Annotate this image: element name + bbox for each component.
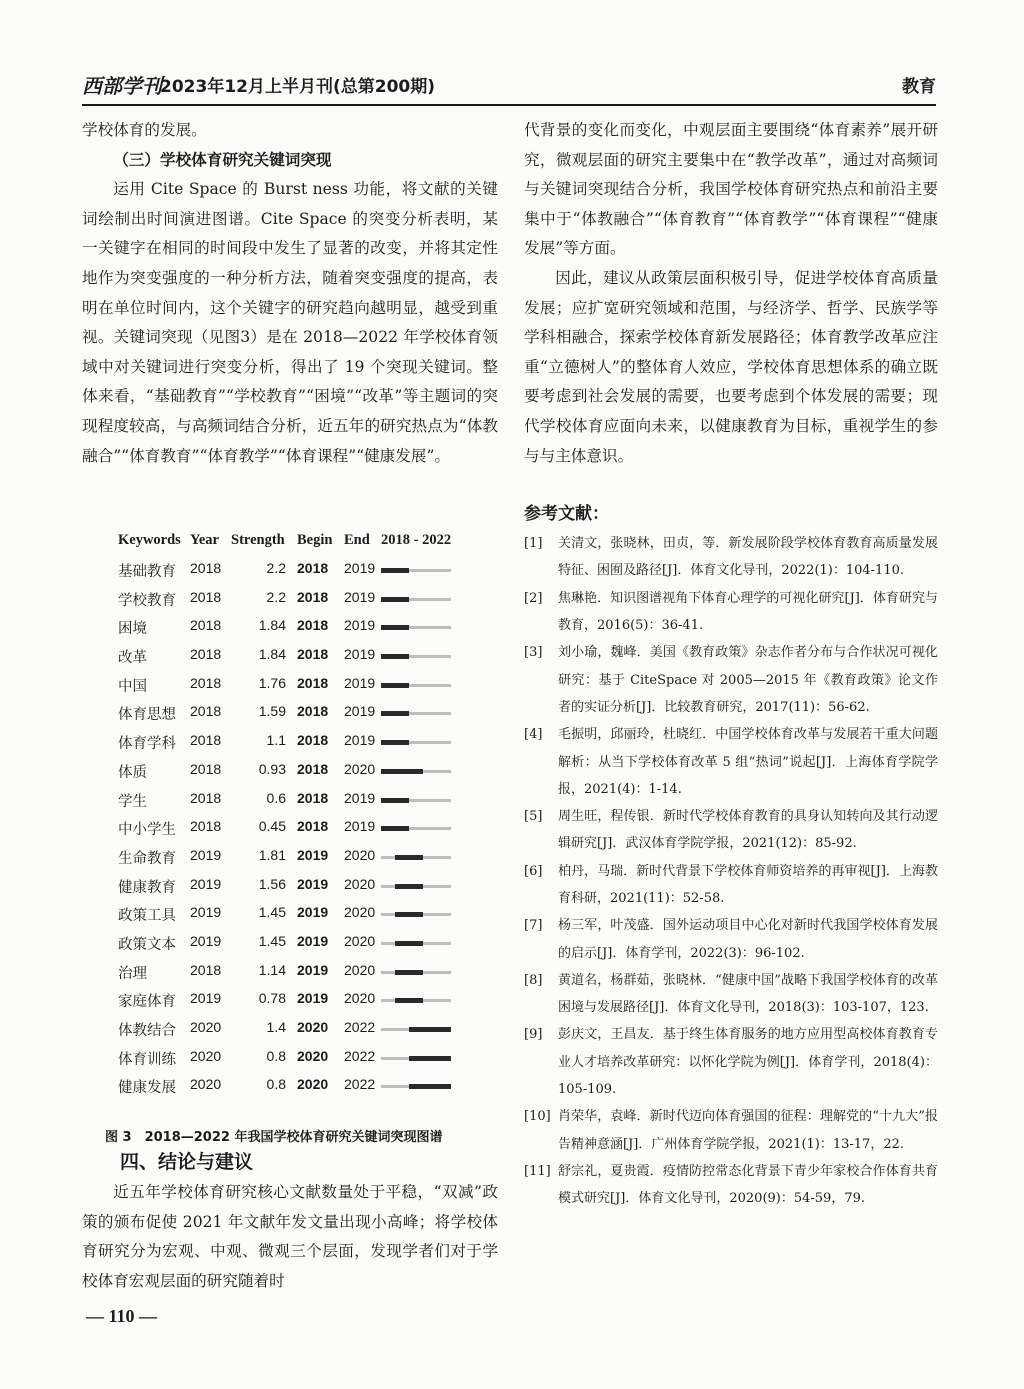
keyword-cell: 健康发展 bbox=[118, 1080, 176, 1097]
begin-cell: 2019 bbox=[297, 875, 329, 892]
strength-cell: 1.84 bbox=[258, 617, 286, 634]
section-name: 教育 bbox=[902, 77, 936, 97]
reference-number: [3] bbox=[524, 645, 543, 661]
keyword-cell: 体育训练 bbox=[118, 1051, 176, 1068]
burst-header-row bbox=[118, 530, 468, 556]
end-cell: 2020 bbox=[344, 875, 376, 892]
keyword-cell: 中小学生 bbox=[118, 822, 176, 839]
strength-cell: 1.1 bbox=[266, 732, 286, 749]
year-cell: 2018 bbox=[190, 961, 222, 978]
burst-row bbox=[118, 1015, 468, 1044]
subsection-heading: （三）学校体育研究关键词突现 bbox=[113, 150, 332, 169]
burst-segment bbox=[381, 711, 409, 716]
end-cell: 2020 bbox=[344, 760, 376, 777]
year-cell: 2019 bbox=[190, 932, 222, 949]
begin-cell: 2018 bbox=[297, 789, 329, 806]
reference-text: 杨三军，叶茂盛．国外运动项目中心化对新时代我国学校体育发展的启示[J]．体育学刊，2022(3)：96-102. bbox=[558, 918, 938, 961]
keyword-cell: 体育学科 bbox=[118, 736, 176, 753]
end-cell: 2020 bbox=[344, 932, 376, 949]
burst-timeline-bar bbox=[381, 856, 451, 859]
begin-cell: 2018 bbox=[297, 674, 329, 691]
reference-text: 彭庆文，王昌友．基于终生体育服务的地方应用型高校体育教育专业人才培养改革研究：以怀化学院为例[J]．体育学刊，2018(4)：105-109. bbox=[558, 1027, 938, 1098]
burst-row bbox=[118, 699, 468, 728]
begin-cell: 2018 bbox=[297, 646, 329, 663]
year-cell: 2019 bbox=[190, 990, 222, 1007]
begin-cell: 2019 bbox=[297, 990, 329, 1007]
burst-segment bbox=[381, 568, 409, 573]
burst-segment bbox=[395, 970, 423, 975]
burst-timeline-bar bbox=[381, 799, 451, 802]
year-cell: 2018 bbox=[190, 560, 222, 576]
strength-cell: 0.8 bbox=[266, 1076, 286, 1093]
year-cell: 2018 bbox=[190, 760, 222, 777]
strength-cell: 1.45 bbox=[258, 904, 286, 921]
burst-rows bbox=[118, 556, 468, 1101]
strength-cell: 1.14 bbox=[258, 961, 286, 978]
reference-item bbox=[524, 639, 938, 721]
end-cell: 2019 bbox=[344, 789, 376, 806]
end-cell: 2020 bbox=[344, 990, 376, 1007]
keyword-cell: 体质 bbox=[118, 764, 147, 781]
burst-timeline-bar bbox=[381, 827, 451, 830]
keyword-burst-figure bbox=[118, 530, 468, 1101]
reference-item bbox=[524, 585, 938, 640]
burst-timeline-bar bbox=[381, 569, 451, 572]
reference-number: [6] bbox=[524, 863, 543, 879]
header-begin: Begin bbox=[297, 532, 333, 548]
journal-issue: 2023年12月上半月刊(总第200期) bbox=[160, 77, 435, 97]
references-list bbox=[524, 530, 938, 1212]
strength-cell: 2.2 bbox=[266, 588, 286, 605]
year-cell: 2020 bbox=[190, 1047, 222, 1064]
burst-segment bbox=[395, 941, 423, 946]
burst-row bbox=[118, 556, 468, 585]
end-cell: 2019 bbox=[344, 617, 376, 634]
paragraph: 代背景的变化而变化，中观层面主要围绕“体育素养”展开研究，微观层面的研究主要集中在“教学改革”，通过对高频词与关键词突现结合分析，我国学校体育研究热点和前沿主要集中于“体教融合”“体育教育”“体育教学”“体育课程”“健康发展”等方面。 bbox=[524, 121, 938, 258]
burst-segment bbox=[381, 597, 409, 602]
burst-segment bbox=[381, 798, 409, 803]
burst-timeline-bar bbox=[381, 885, 451, 888]
keyword-cell: 政策工具 bbox=[118, 908, 176, 925]
reference-number: [1] bbox=[524, 536, 543, 552]
burst-timeline-bar bbox=[381, 655, 451, 658]
burst-row bbox=[118, 585, 468, 614]
keyword-cell: 家庭体育 bbox=[118, 994, 176, 1011]
strength-cell: 1.84 bbox=[258, 646, 286, 663]
begin-cell: 2018 bbox=[297, 617, 329, 634]
paragraph: 学校体育的发展。 bbox=[82, 121, 207, 139]
end-cell: 2020 bbox=[344, 904, 376, 921]
burst-segment bbox=[395, 855, 423, 860]
begin-cell: 2018 bbox=[297, 560, 329, 576]
burst-segment bbox=[395, 884, 423, 889]
burst-row bbox=[118, 929, 468, 958]
reference-number: [7] bbox=[524, 918, 543, 934]
reference-text: 舒宗礼，夏贵霞．疫情防控常态化背景下青少年家校合作体育共育模式研究[J]．体育文化导刊，2020(9)：54-59，79. bbox=[558, 1163, 938, 1207]
header-range: 2018 - 2022 bbox=[381, 532, 452, 548]
paragraph: 近五年学校体育研究核心文献数量处于平稳，“双减”政策的颁布促使 2021 年文献年发文量出现小高峰；将学校体育研究分为宏观、中观、微观三个层面，发现学者们对于学校体育宏观层面的研究随着时 bbox=[82, 1183, 498, 1290]
keyword-cell: 生命教育 bbox=[118, 850, 176, 867]
strength-cell: 0.6 bbox=[266, 789, 286, 806]
reference-text: 柏丹，马瑞．新时代背景下学校体育师资培养的再审视[J]．上海教育科研，2021(11)：52-58. bbox=[558, 863, 938, 906]
year-cell: 2018 bbox=[190, 818, 222, 835]
year-cell: 2020 bbox=[190, 1076, 222, 1093]
reference-item bbox=[524, 912, 938, 967]
burst-timeline-bar bbox=[381, 741, 451, 744]
keyword-cell: 政策文本 bbox=[118, 936, 176, 953]
burst-timeline-bar bbox=[381, 1085, 451, 1088]
strength-cell: 1.56 bbox=[258, 875, 286, 892]
section-heading: 四、结论与建议 bbox=[120, 1151, 254, 1173]
end-cell: 2022 bbox=[344, 1019, 376, 1035]
burst-timeline-bar bbox=[381, 1057, 451, 1060]
begin-cell: 2020 bbox=[297, 1047, 329, 1064]
strength-cell: 0.78 bbox=[258, 990, 286, 1007]
burst-segment bbox=[409, 1027, 451, 1032]
left-column bbox=[82, 116, 498, 471]
year-cell: 2019 bbox=[190, 904, 222, 921]
journal-logo: 西部学刊 bbox=[82, 74, 162, 98]
begin-cell: 2019 bbox=[297, 961, 329, 978]
begin-cell: 2019 bbox=[297, 932, 329, 949]
reference-text: 黄道名，杨群茹，张晓林．“健康中国”战略下我国学校体育的改革困境与发展路径[J]．体育文化导刊，2018(3)：103-107，123. bbox=[558, 972, 938, 1016]
end-cell: 2019 bbox=[344, 732, 376, 749]
year-cell: 2018 bbox=[190, 617, 222, 634]
burst-timeline-bar bbox=[381, 942, 451, 945]
reference-text: 刘小瑜，魏峰．美国《教育政策》杂志作者分布与合作状况可视化研究：基于 CiteSpace 对 2005—2015 年《教育政策》论文作者的实证分析[J]．比较教育研究，2017(11)：56-62. bbox=[558, 645, 938, 715]
burst-row bbox=[118, 728, 468, 757]
reference-text: 关清文，张晓林，田贞，等．新发展阶段学校体育教育高质量发展特征、困囿及路径[J]．体育文化导刊，2022(1)：104-110. bbox=[558, 536, 938, 579]
end-cell: 2019 bbox=[344, 703, 376, 720]
end-cell: 2019 bbox=[344, 674, 376, 691]
end-cell: 2019 bbox=[344, 560, 376, 576]
year-cell: 2018 bbox=[190, 789, 222, 806]
page-header bbox=[82, 66, 936, 106]
reference-number: [8] bbox=[524, 972, 543, 988]
figure-caption: 图 3 2018—2022 年我国学校体育研究关键词突现图谱 bbox=[105, 1130, 443, 1145]
burst-timeline-bar bbox=[381, 913, 451, 916]
burst-row bbox=[118, 757, 468, 786]
burst-row bbox=[118, 843, 468, 872]
strength-cell: 1.81 bbox=[258, 846, 286, 863]
reference-number: [5] bbox=[524, 809, 543, 825]
reference-number: [4] bbox=[524, 727, 543, 743]
reference-item bbox=[524, 967, 938, 1022]
reference-item bbox=[524, 530, 938, 585]
begin-cell: 2018 bbox=[297, 703, 329, 720]
reference-item bbox=[524, 1021, 938, 1103]
burst-timeline-bar bbox=[381, 770, 451, 773]
keyword-cell: 困境 bbox=[118, 621, 147, 638]
begin-cell: 2020 bbox=[297, 1076, 329, 1093]
end-cell: 2022 bbox=[344, 1076, 376, 1093]
burst-segment bbox=[381, 769, 423, 774]
year-cell: 2019 bbox=[190, 875, 222, 892]
burst-timeline-bar bbox=[381, 626, 451, 629]
burst-segment bbox=[381, 826, 409, 831]
burst-timeline-bar bbox=[381, 971, 451, 974]
keyword-cell: 治理 bbox=[118, 965, 147, 982]
page-number: — 110 — bbox=[86, 1306, 158, 1326]
keyword-cell: 中国 bbox=[118, 678, 147, 695]
right-column bbox=[524, 116, 938, 1213]
keyword-cell: 学生 bbox=[118, 793, 147, 810]
burst-row bbox=[118, 786, 468, 815]
burst-row bbox=[118, 613, 468, 642]
strength-cell: 1.59 bbox=[258, 703, 286, 720]
strength-cell: 0.45 bbox=[258, 818, 286, 835]
header-strength: Strength bbox=[231, 532, 285, 548]
year-cell: 2019 bbox=[190, 846, 222, 863]
reference-item bbox=[524, 1158, 938, 1213]
burst-row bbox=[118, 958, 468, 987]
end-cell: 2020 bbox=[344, 961, 376, 978]
reference-item bbox=[524, 803, 938, 858]
reference-item bbox=[524, 858, 938, 913]
reference-text: 肖荣华，袁峰．新时代迈向体育强国的征程：理解党的“十九大”报告精神意涵[J]．广州体育学院学报，2021(1)：13-17，22. bbox=[558, 1109, 938, 1152]
burst-row bbox=[118, 1044, 468, 1073]
burst-row bbox=[118, 814, 468, 843]
reference-item bbox=[524, 1103, 938, 1158]
burst-segment bbox=[409, 1084, 451, 1089]
reference-item bbox=[524, 721, 938, 803]
year-cell: 2018 bbox=[190, 588, 222, 605]
burst-segment bbox=[381, 625, 409, 630]
burst-segment bbox=[381, 683, 409, 688]
end-cell: 2019 bbox=[344, 588, 376, 605]
keyword-cell: 基础教育 bbox=[118, 564, 176, 580]
strength-cell: 1.76 bbox=[258, 674, 286, 691]
strength-cell: 2.2 bbox=[266, 560, 286, 576]
begin-cell: 2018 bbox=[297, 588, 329, 605]
keyword-cell: 学校教育 bbox=[118, 592, 176, 609]
burst-segment bbox=[395, 998, 423, 1003]
reference-text: 周生旺，程传银．新时代学校体育教育的具身认知转向及其行动逻辑研究[J]．武汉体育学院学报，2021(12)：85-92. bbox=[558, 809, 938, 852]
strength-cell: 0.93 bbox=[258, 760, 286, 777]
burst-row bbox=[118, 1072, 468, 1101]
year-cell: 2018 bbox=[190, 646, 222, 663]
header-end: End bbox=[344, 532, 370, 548]
year-cell: 2020 bbox=[190, 1019, 222, 1035]
strength-cell: 1.45 bbox=[258, 932, 286, 949]
keyword-cell: 改革 bbox=[118, 650, 147, 667]
begin-cell: 2018 bbox=[297, 760, 329, 777]
burst-segment bbox=[409, 1056, 451, 1061]
reference-text: 焦琳艳．知识图谱视角下体育心理学的可视化研究[J]．体育研究与教育，2016(5)：36-41. bbox=[558, 590, 938, 634]
burst-row bbox=[118, 671, 468, 700]
reference-number: [9] bbox=[524, 1027, 543, 1043]
header-keywords: Keywords bbox=[118, 532, 181, 548]
begin-cell: 2019 bbox=[297, 846, 329, 863]
reference-text: 毛振明，邱丽玲，杜晓红．中国学校体育改革与发展若干重大问题解析：从当下学校体育改革 5 组“热词”说起[J]．上海体育学院学报，2021(4)：1-14. bbox=[558, 727, 938, 797]
burst-segment bbox=[381, 740, 409, 745]
burst-timeline-bar bbox=[381, 999, 451, 1002]
reference-number: [2] bbox=[524, 590, 543, 606]
header-year: Year bbox=[190, 532, 219, 548]
paragraph: 因此，建议从政策层面积极引导，促进学校体育高质量发展；应扩宽研究领域和范围，与经济学、哲学、民族学等学科相融合，探索学校体育新发展路径；体育教学改革应注重“立德树人”的整体育人效应，学校体育思想体系的确立既要考虑到社会发展的需要，也要考虑到个体发展的需要；现代学校体育应面向未来，以健康教育为目标，重视学生的参与与主体意识。 bbox=[524, 268, 938, 465]
end-cell: 2022 bbox=[344, 1047, 376, 1064]
burst-timeline-bar bbox=[381, 1028, 451, 1031]
burst-row bbox=[118, 900, 468, 929]
end-cell: 2019 bbox=[344, 646, 376, 663]
begin-cell: 2018 bbox=[297, 732, 329, 749]
end-cell: 2020 bbox=[344, 846, 376, 863]
year-cell: 2018 bbox=[190, 674, 222, 691]
burst-row bbox=[118, 986, 468, 1015]
end-cell: 2019 bbox=[344, 818, 376, 835]
reference-number: [10] bbox=[524, 1109, 551, 1125]
keyword-cell: 体育思想 bbox=[118, 707, 176, 724]
burst-timeline-bar bbox=[381, 684, 451, 687]
burst-segment bbox=[395, 912, 423, 917]
burst-row bbox=[118, 642, 468, 671]
paragraph: 运用 Cite Space 的 Burst ness 功能，将文献的关键词绘制出时间演进图谱。Cite Space 的突变分析表明，某一关键字在相同的时间段中发生了显著的改变，并将其定性地作为突变强度的一种分析方法，随着突变强度的提高，表明在单位时间内，这个关键字的研究趋向越明显，越受到重视。关键词突现（见图3）是在 2018—2022 年学校体育领域中对关键词进行突变分析，得出了 19 个突现关键词。整体来看，“基础教育”“学校教育”“困境”“改革”等主题词的突现程度较高，与高频词结合分析，近五年的研究热点为“体教融合”“体育教育”“体育教学”“体育课程”“健康发展”。 bbox=[82, 180, 498, 465]
burst-row bbox=[118, 872, 468, 901]
reference-number: [11] bbox=[524, 1163, 551, 1179]
burst-segment bbox=[381, 654, 409, 659]
keyword-cell: 健康教育 bbox=[118, 879, 176, 896]
burst-timeline-bar bbox=[381, 712, 451, 715]
year-cell: 2018 bbox=[190, 703, 222, 720]
left-column-bottom bbox=[82, 1146, 498, 1296]
burst-timeline-bar bbox=[381, 598, 451, 601]
begin-cell: 2018 bbox=[297, 818, 329, 835]
strength-cell: 0.8 bbox=[266, 1047, 286, 1064]
begin-cell: 2020 bbox=[297, 1019, 329, 1035]
year-cell: 2018 bbox=[190, 732, 222, 749]
begin-cell: 2019 bbox=[297, 904, 329, 921]
strength-cell: 1.4 bbox=[266, 1019, 286, 1035]
references-title: 参考文献： bbox=[524, 504, 609, 525]
keyword-cell: 体教结合 bbox=[118, 1023, 176, 1039]
